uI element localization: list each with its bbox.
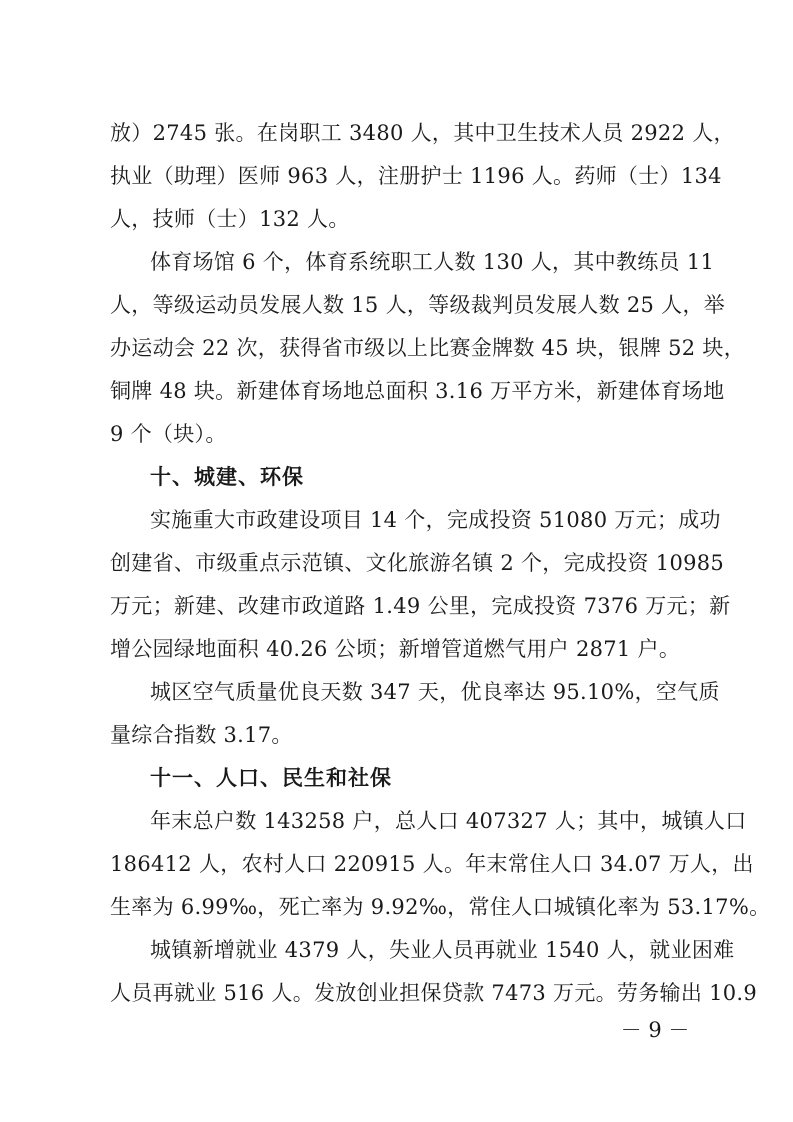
paragraph-line: 量综合指数 3.17。 [110,723,293,747]
paragraph-line: 万元；新建、改建市政道路 1.49 公里，完成投资 7376 万元；新 [110,594,731,618]
paragraph-line: 办运动会 22 次，获得省市级以上比赛金牌数 45 块，银牌 52 块， [110,336,746,360]
paragraph-line: 执业（助理）医师 963 人，注册护士 1196 人。药师（士）134 [110,164,722,188]
paragraph-line: 城镇新增就业 4379 人，失业人员再就业 1540 人，就业困难 [150,938,735,962]
paragraph-line: 生率为 6.99‰，死亡率为 9.92‰，常住人口城镇化率为 53.17%。 [110,895,771,919]
page-number: － 9 － [620,1018,690,1042]
paragraph-line: 人，等级运动员发展人数 15 人，等级裁判员发展人数 25 人，举 [110,293,726,317]
paragraph-line: 铜牌 48 块。新建体育场地总面积 3.16 万平方米，新建体育场地 [110,379,725,403]
section-heading: 十一、人口、民生和社保 [150,766,392,790]
paragraph-line: 创建省、市级重点示范镇、文化旅游名镇 2 个，完成投资 10985 [110,551,725,575]
paragraph-line: 186412 人，农村人口 220915 人。年末常住人口 34.07 万人，出 [110,852,754,876]
paragraph-line: 增公园绿地面积 40.26 公顷；新增管道燃气用户 2871 户。 [110,637,681,661]
paragraph-line: 年末总户数 143258 户，总人口 407327 人；其中，城镇人口 [150,809,747,833]
paragraph-line: 城区空气质量优良天数 347 天，优良率达 95.10%，空气质 [150,680,720,704]
paragraph-line: 9 个（块）。 [110,422,227,446]
paragraph-line: 实施重大市政建设项目 14 个，完成投资 51080 万元；成功 [150,508,721,532]
section-heading: 十、城建、环保 [150,465,304,489]
paragraph-line: 人，技师（士）132 人。 [110,207,350,231]
paragraph-line: 放）2745 张。在岗职工 3480 人，其中卫生技术人员 2922 人， [110,121,735,145]
paragraph-line: 体育场馆 6 个，体育系统职工人数 130 人，其中教练员 11 [150,250,715,274]
paragraph-line: 人员再就业 516 人。发放创业担保贷款 7473 万元。劳务输出 10.9 [110,981,758,1005]
